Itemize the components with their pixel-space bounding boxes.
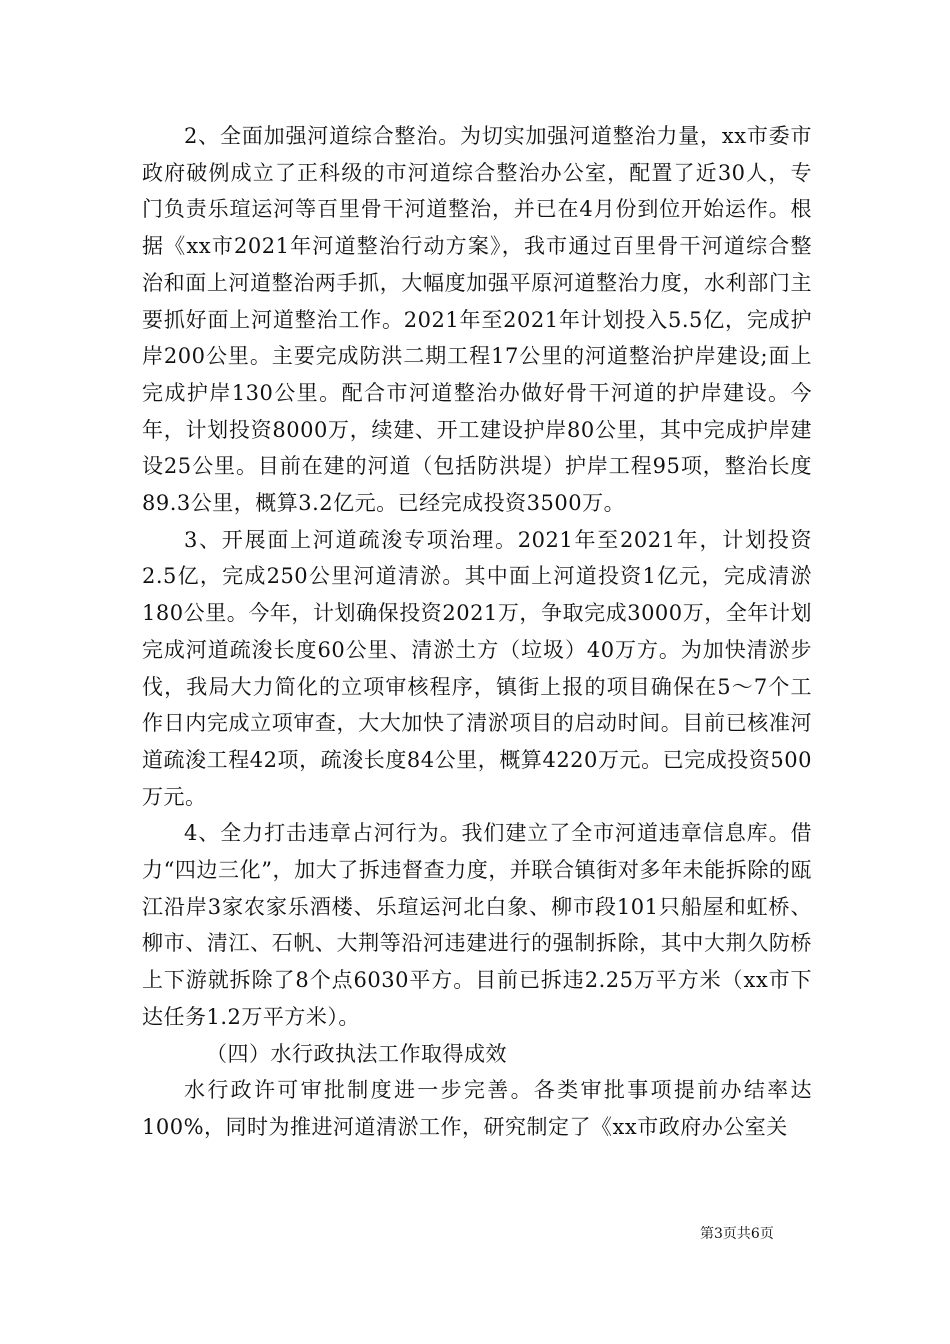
paragraph-administrative-approval: 水行政许可审批制度进一步完善。各类审批事项提前办结率达100%，同时为推进河道清淤工作，研究制定了《xx市政府办公室关	[142, 1078, 812, 1139]
section-heading: （四）水行政执法工作取得成效	[206, 1041, 507, 1066]
paragraph-illegal-construction: 4、全力打击违章占河行为。我们建立了全市河道违章信息库。借力“四边三化”，加大了拆违督查力度，并联合镇街对多年未能拆除的瓯江沿岸3家农家乐酒楼、乐瑄运河北白象、柳市段101只船屋和虹桥、柳市、清江、石帆、大荆等沿河违建进行的强制拆除，其中大荆久防桥上下游就拆除了8个点6030平方。目前已拆违2.25万平方米（xx市下达任务1.2万平方米）。	[142, 821, 812, 1029]
document-body	[142, 118, 812, 1146]
paragraph-river-regulation: 2、全面加强河道综合整治。为切实加强河道整治力量，xx市委市政府破例成立了正科级的市河道综合整治办公室，配置了近30人，专门负责乐瑄运河等百里骨干河道整治，并已在4月份到位开始运作。根据《xx市2021年河道整治行动方案》，我市通过百里骨干河道综合整治和面上河道整治两手抓，大幅度加强平原河道整治力度，水利部门主要抓好面上河道整治工作。2021年至2021年计划投入5.5亿，完成护岸200公里。主要完成防洪二期工程17公里的河道整治护岸建设;面上完成护岸130公里。配合市河道整治办做好骨干河道的护岸建设。今年，计划投资8000万，续建、开工建设护岸80公里，其中完成护岸建设25公里。目前在建的河道（包括防洪堤）护岸工程95项，整治长度89.3公里，概算3.2亿元。已经完成投资3500万。	[142, 124, 812, 516]
page-number: 第3页共6页	[700, 1226, 774, 1242]
paragraph-river-dredging: 3、开展面上河道疏浚专项治理。2021年至2021年，计划投资2.5亿，完成250公里河道清淤。其中面上河道投资1亿元，完成清淤180公里。今年，计划确保投资2021万，争取完成3000万，全年计划完成河道疏浚长度60公里、清淤土方（垃圾）40万方。为加快清淤步伐，我局大力简化的立项审核程序，镇街上报的项目确保在5～7个工作日内完成立项审查，大大加快了清淤项目的启动时间。目前已核准河道疏浚工程42项，疏浚长度84公里，概算4220万元。已完成投资500万元。	[142, 527, 812, 809]
